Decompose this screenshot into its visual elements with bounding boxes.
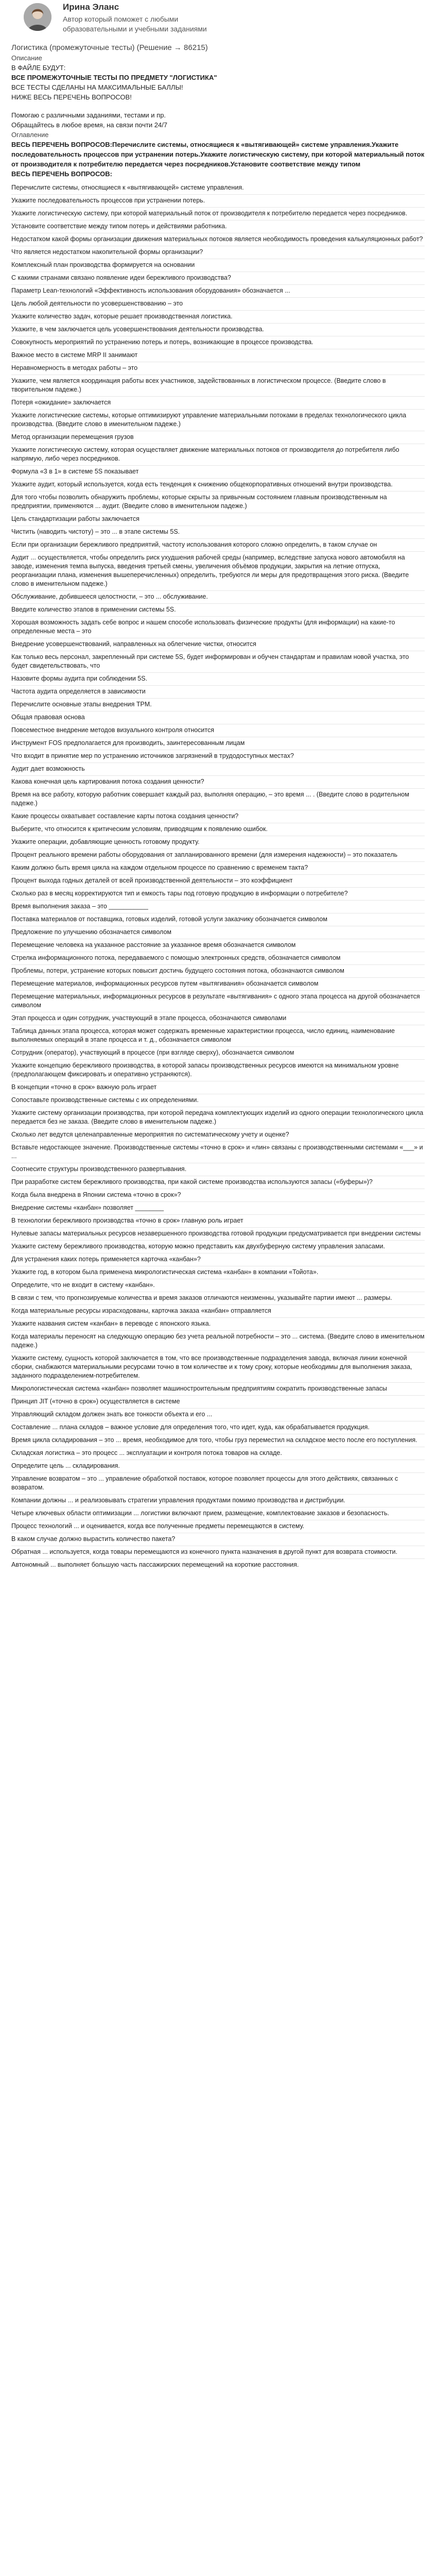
question-item: Общая правовая основа [11,711,425,724]
question-item: Укажите систему, сущность которой заключается в том, что все производственные подразделения завода, включая линии конечной сборки, снабжаются материальными ресурсами точно в том количестве и к тому сроку, которые необходимы для выполнения заказа, заданного подразделением-потребителем. [11,1352,425,1383]
question-item: Какие процессы охватывает составление карты потока создания ценности? [11,810,425,823]
question-item: Внедрение системы «канбан» позволяет ________ [11,1202,425,1215]
question-item: Выберите, что относится к критическим условиям, приводящим к появлению ошибок. [11,823,425,836]
question-item: Параметр Lean-технологий «Эффективность использования оборудования» обозначается ... [11,285,425,298]
question-item: Нулевые запасы материальных ресурсов незавершенного производства готовой продукции предусматривается при внедрении системы [11,1228,425,1241]
question-item: Комплексный план производства формируется на основании [11,259,425,272]
toc-label: Оглавление [11,131,49,139]
question-item: Управление возвратом – это ... управление обработкой поставок, которое позволяет процессы для этого действиях, связанных с возвратом. [11,1473,425,1495]
question-item: Укажите, в чем заключается цель усовершенствования деятельности производства. [11,324,425,336]
question-item: Инструмент FOS предполагается для производить, заинтересованным лицам [11,737,425,750]
question-item: Какова конечная цель картирования потока создания ценности? [11,776,425,789]
question-item: Перемещение человека на указанное расстояние за указанное время обозначается символом [11,939,425,952]
question-item: Процент реального времени работы оборудования от запланированного времени (для измерения надежности) – это показатель [11,849,425,862]
question-item: Укажите последовательность процессов при устранении потерь. [11,195,425,208]
intro-line: ВСЕ ПРОМЕЖУТОЧНЫЕ ТЕСТЫ ПО ПРЕДМЕТУ "ЛОГИСТИКА" [11,74,217,81]
question-item: Чистить (наводить чистоту) – это ... в этапе системы 5S. [11,526,425,539]
question-item: Поставка материалов от поставщика, готовых изделий, готовой услуги заказчику обозначается символом [11,913,425,926]
question-item: Процесс технологий ... и оценивается, когда все полученные предметы перемещаются в систему. [11,1520,425,1533]
question-item: Укажите, чем является координация работы всех участников, задействованных в логистическом процессе. (Введите слово в творительном падеже.) [11,375,425,397]
question-item: Если при организации бережливого предприятий, частоту использования которого сложно определить, в таком случае он [11,539,425,552]
question-item: Сколько лет ведутся целенаправленные мероприятия по систематическому учету и оценке? [11,1129,425,1142]
question-item: Недостатком какой формы организации движения материальных потоков является необходимость проведения калькуляционных работ? [11,233,425,246]
intro-line: ВСЕ ТЕСТЫ СДЕЛАНЫ НА МАКСИМАЛЬНЫЕ БАЛЛЫ! [11,83,183,91]
author-header [11,0,425,40]
question-item: Стрелка информационного потока, передаваемого с помощью электронных средств, обозначается символом [11,952,425,965]
question-item: Время на все работу, которую работник совершает каждый раз, выполняя операцию, – это время ... . (Введите слово в родительном падеже.) [11,789,425,810]
question-item: Компании должны ... и реализовывать стратегии управления продуктами помимо производства и дистрибуции. [11,1495,425,1507]
question-item: В концепции «точно в срок» важную роль играет [11,1081,425,1094]
question-item: Четыре ключевых области оптимизации ... логистики включают прием, размещение, комплектование заказов и безопасность. [11,1507,425,1520]
question-item: Предложение по улучшению обозначается символом [11,926,425,939]
question-item: Цель любой деятельности по усовершенствованию – это [11,298,425,311]
question-item: Процент выхода годных деталей от всей производственной деятельности – это коэффициент [11,875,425,888]
question-item: Повсеместное внедрение методов визуального контроля относится [11,724,425,737]
question-item: Укажите логистическую систему, которая осуществляет движение материальных потоков от производителя до потребителя либо напрямую, либо через посредников. [11,444,425,466]
question-item: Цель стандартизации работы заключается [11,513,425,526]
question-item: Метод организации перемещения грузов [11,431,425,444]
question-item: Укажите концепцию бережливого производства, в которой запасы производственных ресурсов имеются на минимальном уровне (предполагающем фиксировать и оперативно устраняются). [11,1060,425,1081]
question-item: Аудит ... осуществляется, чтобы определить риск ухудшения рабочей среды (например, вследствие запуска нового автомобиля на заводе, изменения темпа выпуска, введения третьей смены, увеличения объёмов продукции, закрытия на летние отпуска, реорганизации плана, изменения вышеперечисленных) определить, требуются ли меры для предотвращения этого риска. (Введите слово в именительном падеже.) [11,552,425,591]
question-item: Укажите количество задач, которые решает производственная логистика. [11,311,425,324]
question-item: Время выполнения заказа – это ___________ [11,901,425,913]
question-item: Таблица данных этапа процесса, которая может содержать временные характеристики процесса, число единиц, наименование выполняемых операций в этапе процесса и т. д., обозначается символом [11,1025,425,1047]
question-item: Хорошая возможность задать себе вопрос и нашем способе использовать физические продукты (для информации) на какие-то определенные места – это [11,617,425,638]
question-item: Укажите операции, добавляющие ценность готовому продукту. [11,836,425,849]
file-heading: В ФАЙЛЕ БУДУТ: [11,64,66,72]
question-item: Когда материальные ресурсы израсходованы, карточка заказа «канбан» отправляется [11,1305,425,1318]
question-item: Каким должно быть время цикла на каждом отдельном процессе по сравнению с временем такта? [11,862,425,875]
question-item: Автономный ... выполняет большую часть пассажирских перемещений на короткие расстояния. [11,1561,299,1568]
question-item: Формула «3 в 1» в системе 5S показывает [11,466,425,479]
question-item: Время цикла складирования – это ... время, необходимое для того, чтобы груз переместил на складское место после его поступления. [11,1434,425,1447]
question-item: Перечислите системы, относящиеся к «вытягивающей» системе управления. [11,182,425,195]
question-item: Сопоставьте производственные системы с их определениями. [11,1094,425,1107]
question-item: Укажите аудит, который используется, когда есть тенденция к снижению общекорпоративных отношений внутри производства. [11,479,425,492]
question-item: Определите, что не входит в систему «канбан». [11,1279,425,1292]
question-item: Аудит дает возможность [11,763,425,776]
question-item: Укажите названия систем «канбан» в переводе с японского языка. [11,1318,425,1331]
question-item: Частота аудита определяется в зависимости [11,686,425,699]
question-item: Установите соответствие между типом потерь и действиями работника. [11,221,425,233]
author-description: Автор который поможет с любыми образовательными и учебными заданиями [63,15,207,33]
question-item: Обслуживание, добившееся целостности, – это ... обслуживание. [11,591,425,604]
question-item: Укажите систему бережливого производства, которую можно представить как двухбуферную систему управления запасами. [11,1241,425,1253]
question-item: Определите цель ... складирования. [11,1460,425,1473]
question-item: Принцип JIT («точно в срок») осуществляется в системе [11,1396,425,1409]
question-item: Назовите формы аудита при соблюдении 5S. [11,673,425,686]
question-item: Внедрение усовершенствований, направленных на облегчение чистки, относится [11,638,425,651]
question-item: Введите количество этапов в применении системы 5S. [11,604,425,617]
question-item: Перемещение материальных, информационных ресурсов в результате «вытягивания» с одного этапа процесса на другой обозначается символом [11,991,425,1012]
question-item: Что является недостатком накопительной формы организации? [11,246,425,259]
question-item: При разработке систем бережливого производства, при какой системе производства используются запасы («буферы»)? [11,1176,425,1189]
avatar [24,3,51,31]
intro-line: НИЖЕ ВЕСЬ ПЕРЕЧЕНЬ ВОПРОСОВ! [11,93,132,101]
question-item: Потеря «ожидание» заключается [11,397,425,410]
question-item: Перечислите основные этапы внедрения TPM. [11,699,425,711]
question-item: Перемещение материалов, информационных ресурсов путем «вытягивания» обозначается символом [11,978,425,991]
question-item: В каком случае должно вырастить количество пакета? [11,1533,425,1546]
question-item: Составление ... плана складов – важное условие для определения того, что идет, куда, как обрабатывается продукция. [11,1421,425,1434]
document-title: Логистика (промежуточные тесты) (Решение → 86215) [11,43,208,52]
question-item: Для устранения каких потерь применяется карточка «канбан»? [11,1253,425,1266]
user-silhouette-icon [24,3,51,31]
question-item: Укажите логистическую систему, при которой материальный поток от производителя к потребителю передается через посредников. [11,208,425,221]
question-item: Проблемы, потери, устранение которых повысит достичь будущего состояния потока, обозначаются символом [11,965,425,978]
question-item: Что входит в принятие мер по устранению источников загрязнений в трудодоступных местах? [11,750,425,763]
question-item: Соотнесите структуры производственного развертывания. [11,1163,425,1176]
question-item: Когда материалы переносят на следующую операцию без учета реальной потребности – это ... система. (Введите слово в именительном падеже.) [11,1331,425,1352]
question-item: С какими странами связано появление идеи бережливого производства? [11,272,425,285]
question-item: Этап процесса и один сотрудник, участвующий в этапе процесса, обозначаются символами [11,1012,425,1025]
question-item: Вставьте недостающее значение. Производственные системы «точно в срок» и «лин» связаны с производственными системами «___» и ... [11,1142,425,1163]
question-item: Укажите логистические системы, которые оптимизируют управление материальными потоками в пределах технологического цикла производства. (Введите слово в именительном падеже.) [11,410,425,431]
author-name[interactable]: Ирина Эланс [63,2,119,12]
toc-heading: ВЕСЬ ПЕРЕЧЕНЬ ВОПРОСОВ:Перечислите системы, относящиеся к «вытягивающей» системе управления.Укажите последовательность процессов при устранении потерь.Укажите логистическую систему, при которой материальный поток от производителя к потребителю передается через посредников.Установите соответствие между типом [11,141,425,168]
question-item: Укажите систему организации производства, при которой передача комплектующих изделий из одного операции технологического цикла передается без не заказа. (Введите слово в именительном падеже.) [11,1107,425,1129]
question-item: Неравномерность в методах работы – это [11,362,425,375]
question-item: Важное место в системе MRP II занимают [11,349,425,362]
question-item: Как только весь персонал, закрепленный при системе 5S, будет информирован и обучен стандартам и правилам новой участка, это будет свидетельствовать, что [11,651,425,673]
question-list [11,182,425,1571]
question-item: Сколько раз в месяц корректируются тип и емкость тары под готовую продукцию в информации о потребителе? [11,888,425,901]
question-item: Когда была внедрена в Японии система «точно в срок»? [11,1189,425,1202]
question-item: Управляющий складом должен знать все тонкости объекта и его ... [11,1409,425,1421]
question-item: В связи с тем, что прогнозируемые количества и время заказов отличаются неизменны, указывайте партии имеют ... размеры. [11,1292,425,1305]
question-item: Микрологистическая система «канбан» позволяет машиностроительным предприятиям сократить производственные запасы [11,1383,425,1396]
question-item: В технологии бережливого производства «точно в срок» главную роль играет [11,1215,425,1228]
list-heading: ВЕСЬ ПЕРЕЧЕНЬ ВОПРОСОВ: [11,170,112,178]
question-item: Обратная ... используется, когда товары перемещаются из конечного пункта назначения в другой пункт для возврата стоимости. [11,1546,425,1559]
question-item: Укажите год, в котором была применена микрологистическая система «канбан» в компании «Тойота». [11,1266,425,1279]
question-item: Сотрудник (оператор), участвующий в процессе (при взгляде сверху), обозначается символом [11,1047,425,1060]
question-item: Складская логистика – это процесс ... эксплуатации и контроля потока товаров на складе. [11,1447,425,1460]
question-item: Совокупность мероприятий по устранению потерь и потерь, возникающие в процессе производства. [11,336,425,349]
author-info [63,2,228,34]
question-item: Для того чтобы позволить обнаружить проблемы, которые скрыты за привычным состоянием главным производственным на предприятии, применяются ... аудит. (Введите слово в именительном падеже.) [11,492,425,513]
help-line: Помогаю с различными заданиями, тестами и пр. [11,111,166,119]
contact-line: Обращайтесь в любое время, на связи почти 24/7 [11,121,168,129]
description-label: Описание [11,54,42,62]
